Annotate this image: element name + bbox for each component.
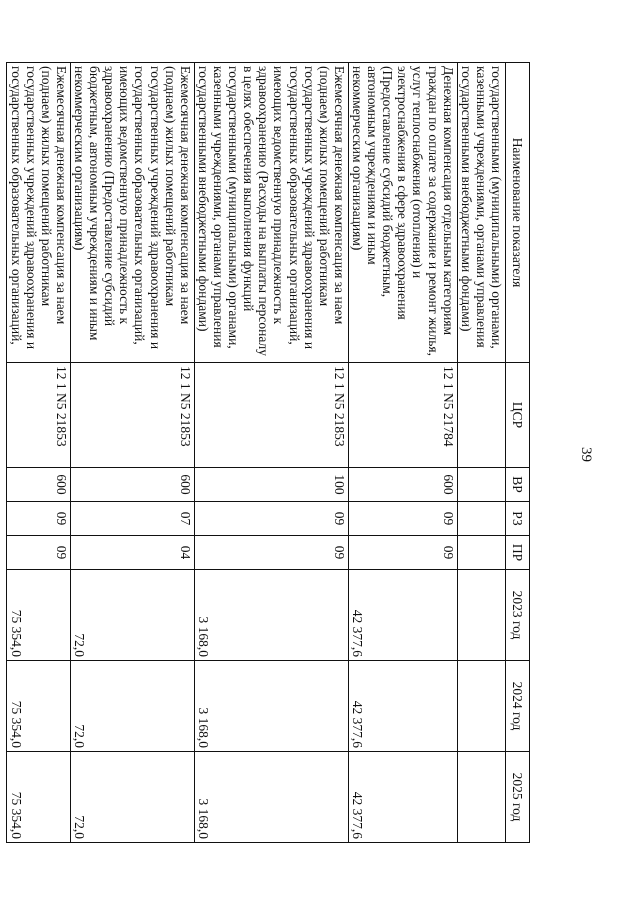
cell-2024: 42 377,6 bbox=[348, 661, 457, 752]
cell-2025: 72,0 bbox=[70, 752, 194, 843]
cell-rz: 09 bbox=[194, 502, 348, 536]
header-rz: РЗ bbox=[506, 502, 530, 536]
cell-2023: 3 168,0 bbox=[194, 570, 348, 661]
table-row bbox=[7, 63, 70, 843]
table-row bbox=[457, 63, 505, 843]
header-2025: 2025 год bbox=[506, 752, 530, 843]
header-row bbox=[506, 63, 530, 843]
cell-2024: 3 168,0 bbox=[194, 661, 348, 752]
cell-2025 bbox=[457, 752, 505, 843]
cell-2023: 75 354,0 bbox=[7, 570, 70, 661]
cell-name: Денежная компенсация отдельным категориям граждан по оплате за содержание и ремонт жилья, услуг теплоснабжения (отопления) и электроснабжения в сфере здравоохранения (Предоставление субсидий бюджетным, автономным учреждениям и иным некоммерческим организациям) bbox=[348, 63, 457, 363]
table-row bbox=[194, 63, 348, 843]
cell-pr: 09 bbox=[348, 536, 457, 570]
cell-name: Ежемесячная денежная компенсация за наем (поднаем) жилых помещений работникам государственных учреждений здравоохранения и государственных образовательных организаций, bbox=[7, 63, 70, 363]
cell-2023 bbox=[457, 570, 505, 661]
cell-vr bbox=[457, 468, 505, 502]
cell-2023: 72,0 bbox=[70, 570, 194, 661]
cell-name: Ежемесячная денежная компенсация за наем (поднаем) жилых помещений работникам государственных учреждений здравоохранения и государственных образовательных организаций, имеющих ведомственную принадлежность к здравоохранению (Расходы на выплаты персоналу в целях обеспечения выполнения функций государственными (муниципальными) органами, казенными учреждениями, органами управления государственными внебюджетными фондами) bbox=[194, 63, 348, 363]
cell-2025: 42 377,6 bbox=[348, 752, 457, 843]
cell-2025: 75 354,0 bbox=[7, 752, 70, 843]
rotated-table-container bbox=[8, 62, 530, 842]
budget-table bbox=[7, 62, 531, 843]
cell-csr: 12 1 N5 21784 bbox=[348, 363, 457, 468]
page-number: 39 bbox=[578, 447, 594, 462]
cell-name: Ежемесячная денежная компенсация за наем (поднаем) жилых помещений работникам государственных учреждений здравоохранения и государственных образовательных организаций, имеющих ведомственную принадлежность к здравоохранению (Предоставление субсидий бюджетным, автономным учреждениям и иным некоммерческим организациям) bbox=[70, 63, 194, 363]
cell-csr: 12 1 N5 21853 bbox=[70, 363, 194, 468]
cell-2024: 75 354,0 bbox=[7, 661, 70, 752]
cell-2024: 72,0 bbox=[70, 661, 194, 752]
cell-pr: 04 bbox=[70, 536, 194, 570]
header-name: Наименование показателя bbox=[506, 63, 530, 363]
header-pr: ПР bbox=[506, 536, 530, 570]
cell-2024 bbox=[457, 661, 505, 752]
header-csr: ЦСР bbox=[506, 363, 530, 468]
cell-vr: 600 bbox=[70, 468, 194, 502]
cell-csr: 12 1 N5 21853 bbox=[7, 363, 70, 468]
cell-vr: 600 bbox=[348, 468, 457, 502]
cell-rz: 07 bbox=[70, 502, 194, 536]
cell-name: государственными (муниципальными) органами, казенными учреждениями, органами управления государственными внебюджетными фондами) bbox=[457, 63, 505, 363]
cell-pr bbox=[457, 536, 505, 570]
table-row bbox=[70, 63, 194, 843]
table-row bbox=[348, 63, 457, 843]
cell-pr: 09 bbox=[7, 536, 70, 570]
cell-pr: 09 bbox=[194, 536, 348, 570]
cell-rz: 09 bbox=[348, 502, 457, 536]
cell-vr: 600 bbox=[7, 468, 70, 502]
cell-2023: 42 377,6 bbox=[348, 570, 457, 661]
cell-vr: 100 bbox=[194, 468, 348, 502]
cell-csr bbox=[457, 363, 505, 468]
cell-2025: 3 168,0 bbox=[194, 752, 348, 843]
cell-csr: 12 1 N5 21853 bbox=[194, 363, 348, 468]
header-2023: 2023 год bbox=[506, 570, 530, 661]
cell-rz bbox=[457, 502, 505, 536]
cell-rz: 09 bbox=[7, 502, 70, 536]
header-2024: 2024 год bbox=[506, 661, 530, 752]
header-vr: ВР bbox=[506, 468, 530, 502]
